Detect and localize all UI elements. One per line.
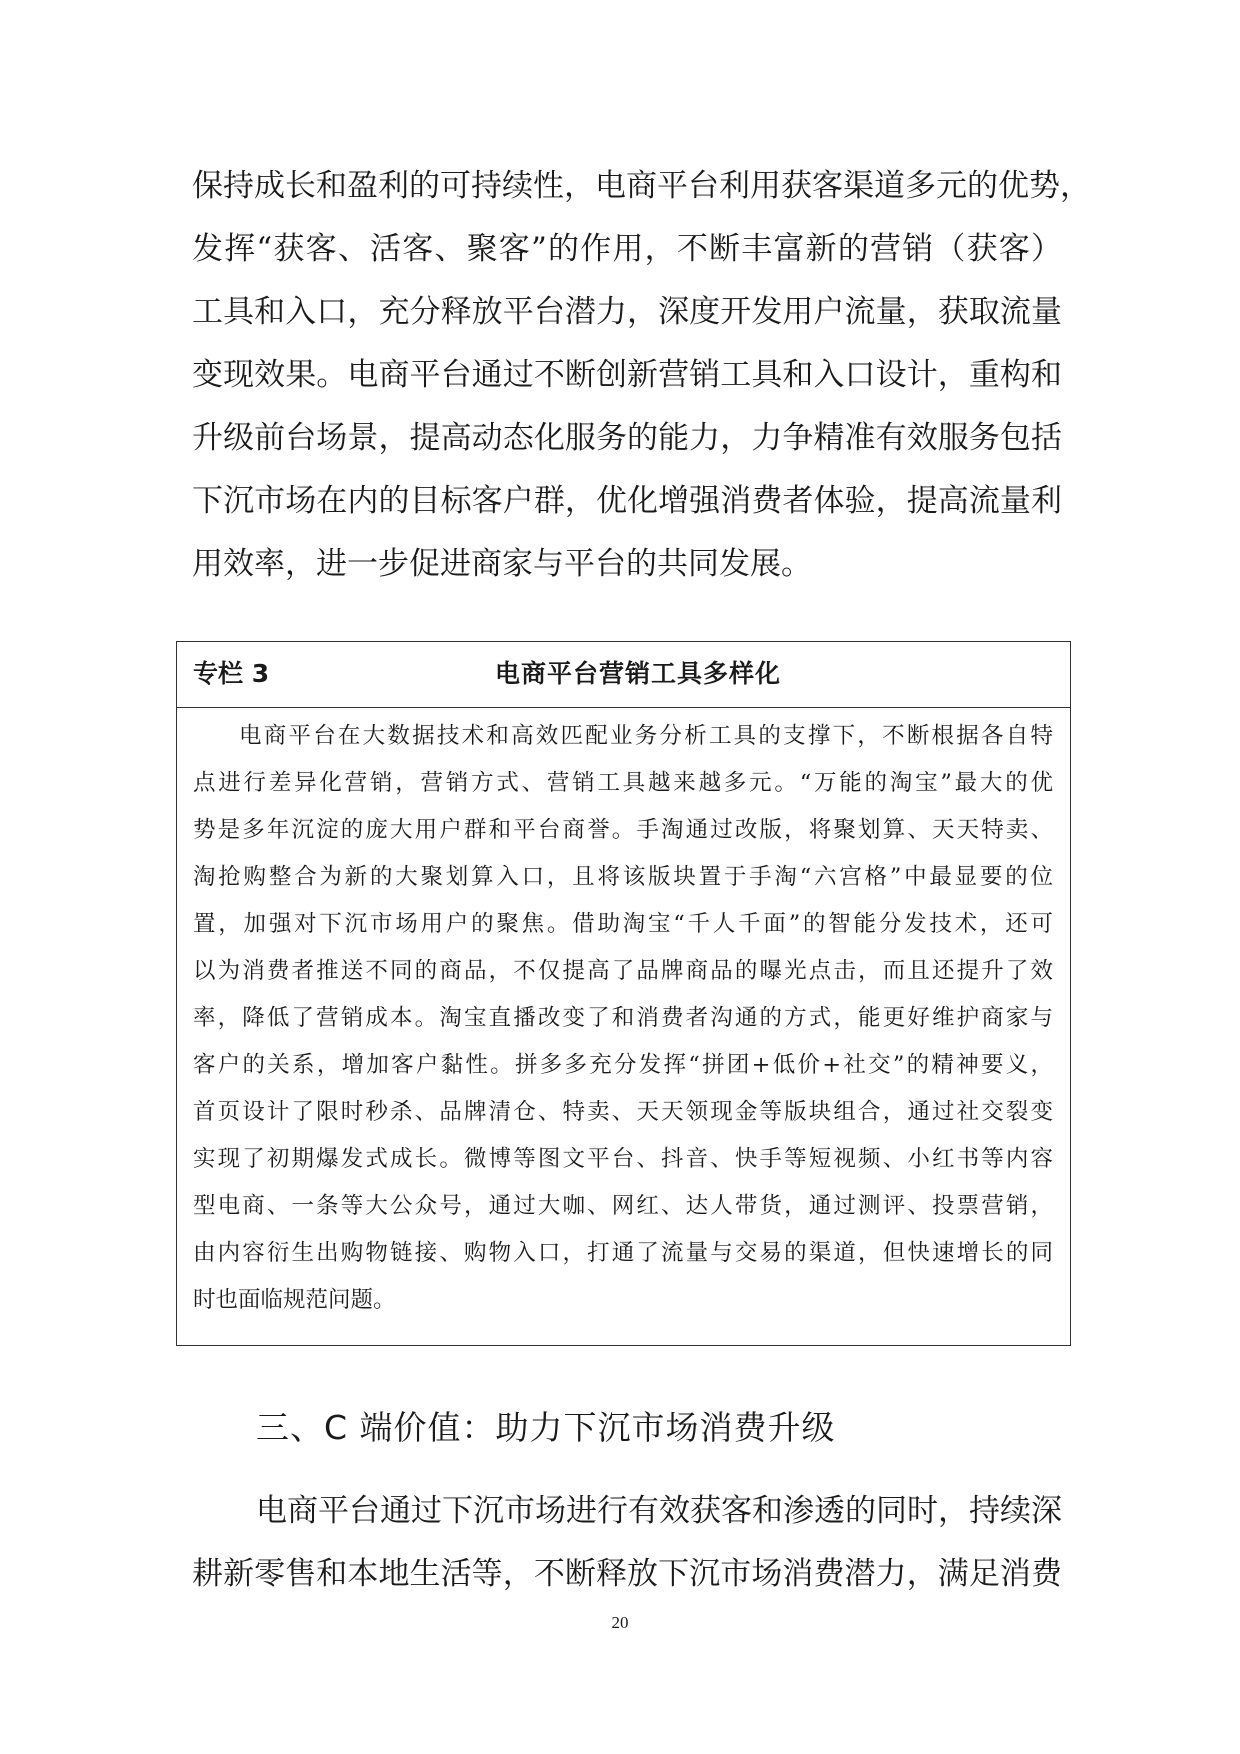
- sidebar-line-10: 实现了初期爆发式成长。微博等图文平台、抖音、快手等短视频、小红书等内容: [193, 1146, 1053, 1172]
- intro-line-3: 工具和入口，充分释放平台潜力，深度开发用户流量，获取流量: [192, 294, 1062, 330]
- section-line-1: 电商平台通过下沉市场进行有效获客和渗透的同时，持续深: [256, 1493, 1062, 1529]
- sidebar-line-3: 势是多年沉淀的庞大用户群和平台商誉。手淘通过改版，将聚划算、天天特卖、: [193, 817, 1053, 843]
- sidebar-label: 专栏 3: [193, 659, 270, 688]
- page-number: 20: [611, 1613, 629, 1632]
- sidebar-line-9: 首页设计了限时秒杀、品牌清仓、特卖、天天领现金等版块组合，通过社交裂变: [193, 1099, 1053, 1125]
- intro-line-7: 用效率，进一步促进商家与平台的共同发展。: [192, 546, 812, 582]
- sidebar-title: 电商平台营销工具多样化: [495, 659, 782, 688]
- section-heading: 三、C 端价值：助力下沉市场消费升级: [256, 1408, 836, 1447]
- sidebar-line-2: 点进行差异化营销，营销方式、营销工具越来越多元。“万能的淘宝”最大的优: [193, 770, 1053, 796]
- sidebar-line-5: 置，加强对下沉市场用户的聚焦。借助淘宝“千人千面”的智能分发技术，还可: [193, 911, 1053, 937]
- section-line-2: 耕新零售和本地生活等，不断释放下沉市场消费潜力，满足消费: [192, 1556, 1062, 1592]
- sidebar-line-11: 型电商、一条等大公众号，通过大咖、网红、达人带货，通过测评、投票营销，: [193, 1193, 1053, 1219]
- intro-line-5: 升级前台场景，提高动态化服务的能力，力争精准有效服务包括: [192, 420, 1062, 456]
- sidebar-line-4: 淘抢购整合为新的大聚划算入口，且将该版块置于手淘“六宫格”中最显要的位: [193, 864, 1053, 890]
- intro-line-2: 发挥“获客、活客、聚客”的作用，不断丰富新的营销（获客）: [192, 231, 1062, 267]
- sidebar-line-8: 客户的关系，增加客户黏性。拼多多充分发挥“拼团+低价+社交”的精神要义，: [193, 1052, 1053, 1078]
- sidebar-line-7: 率，降低了营销成本。淘宝直播改变了和消费者沟通的方式，能更好维护商家与: [193, 1005, 1053, 1031]
- sidebar-line-13: 时也面临规范问题。: [193, 1287, 396, 1313]
- sidebar-line-1: 电商平台在大数据技术和高效匹配业务分析工具的支撑下，不断根据各自特: [239, 723, 1053, 749]
- sidebar-box: [176, 641, 1071, 1346]
- sidebar-line-6: 以为消费者推送不同的商品，不仅提高了品牌商品的曝光点击，而且还提升了效: [193, 958, 1053, 984]
- sidebar-header: [177, 642, 1070, 708]
- intro-line-4: 变现效果。电商平台通过不断创新营销工具和入口设计，重构和: [192, 357, 1062, 393]
- sidebar-line-12: 由内容衍生出购物链接、购物入口，打通了流量与交易的渠道，但快速增长的同: [193, 1240, 1053, 1266]
- intro-line-1: 保持成长和盈利的可持续性，电商平台利用获客渠道多元的优势，: [192, 168, 1091, 204]
- intro-line-6: 下沉市场在内的目标客户群，优化增强消费者体验，提高流量利: [192, 483, 1062, 519]
